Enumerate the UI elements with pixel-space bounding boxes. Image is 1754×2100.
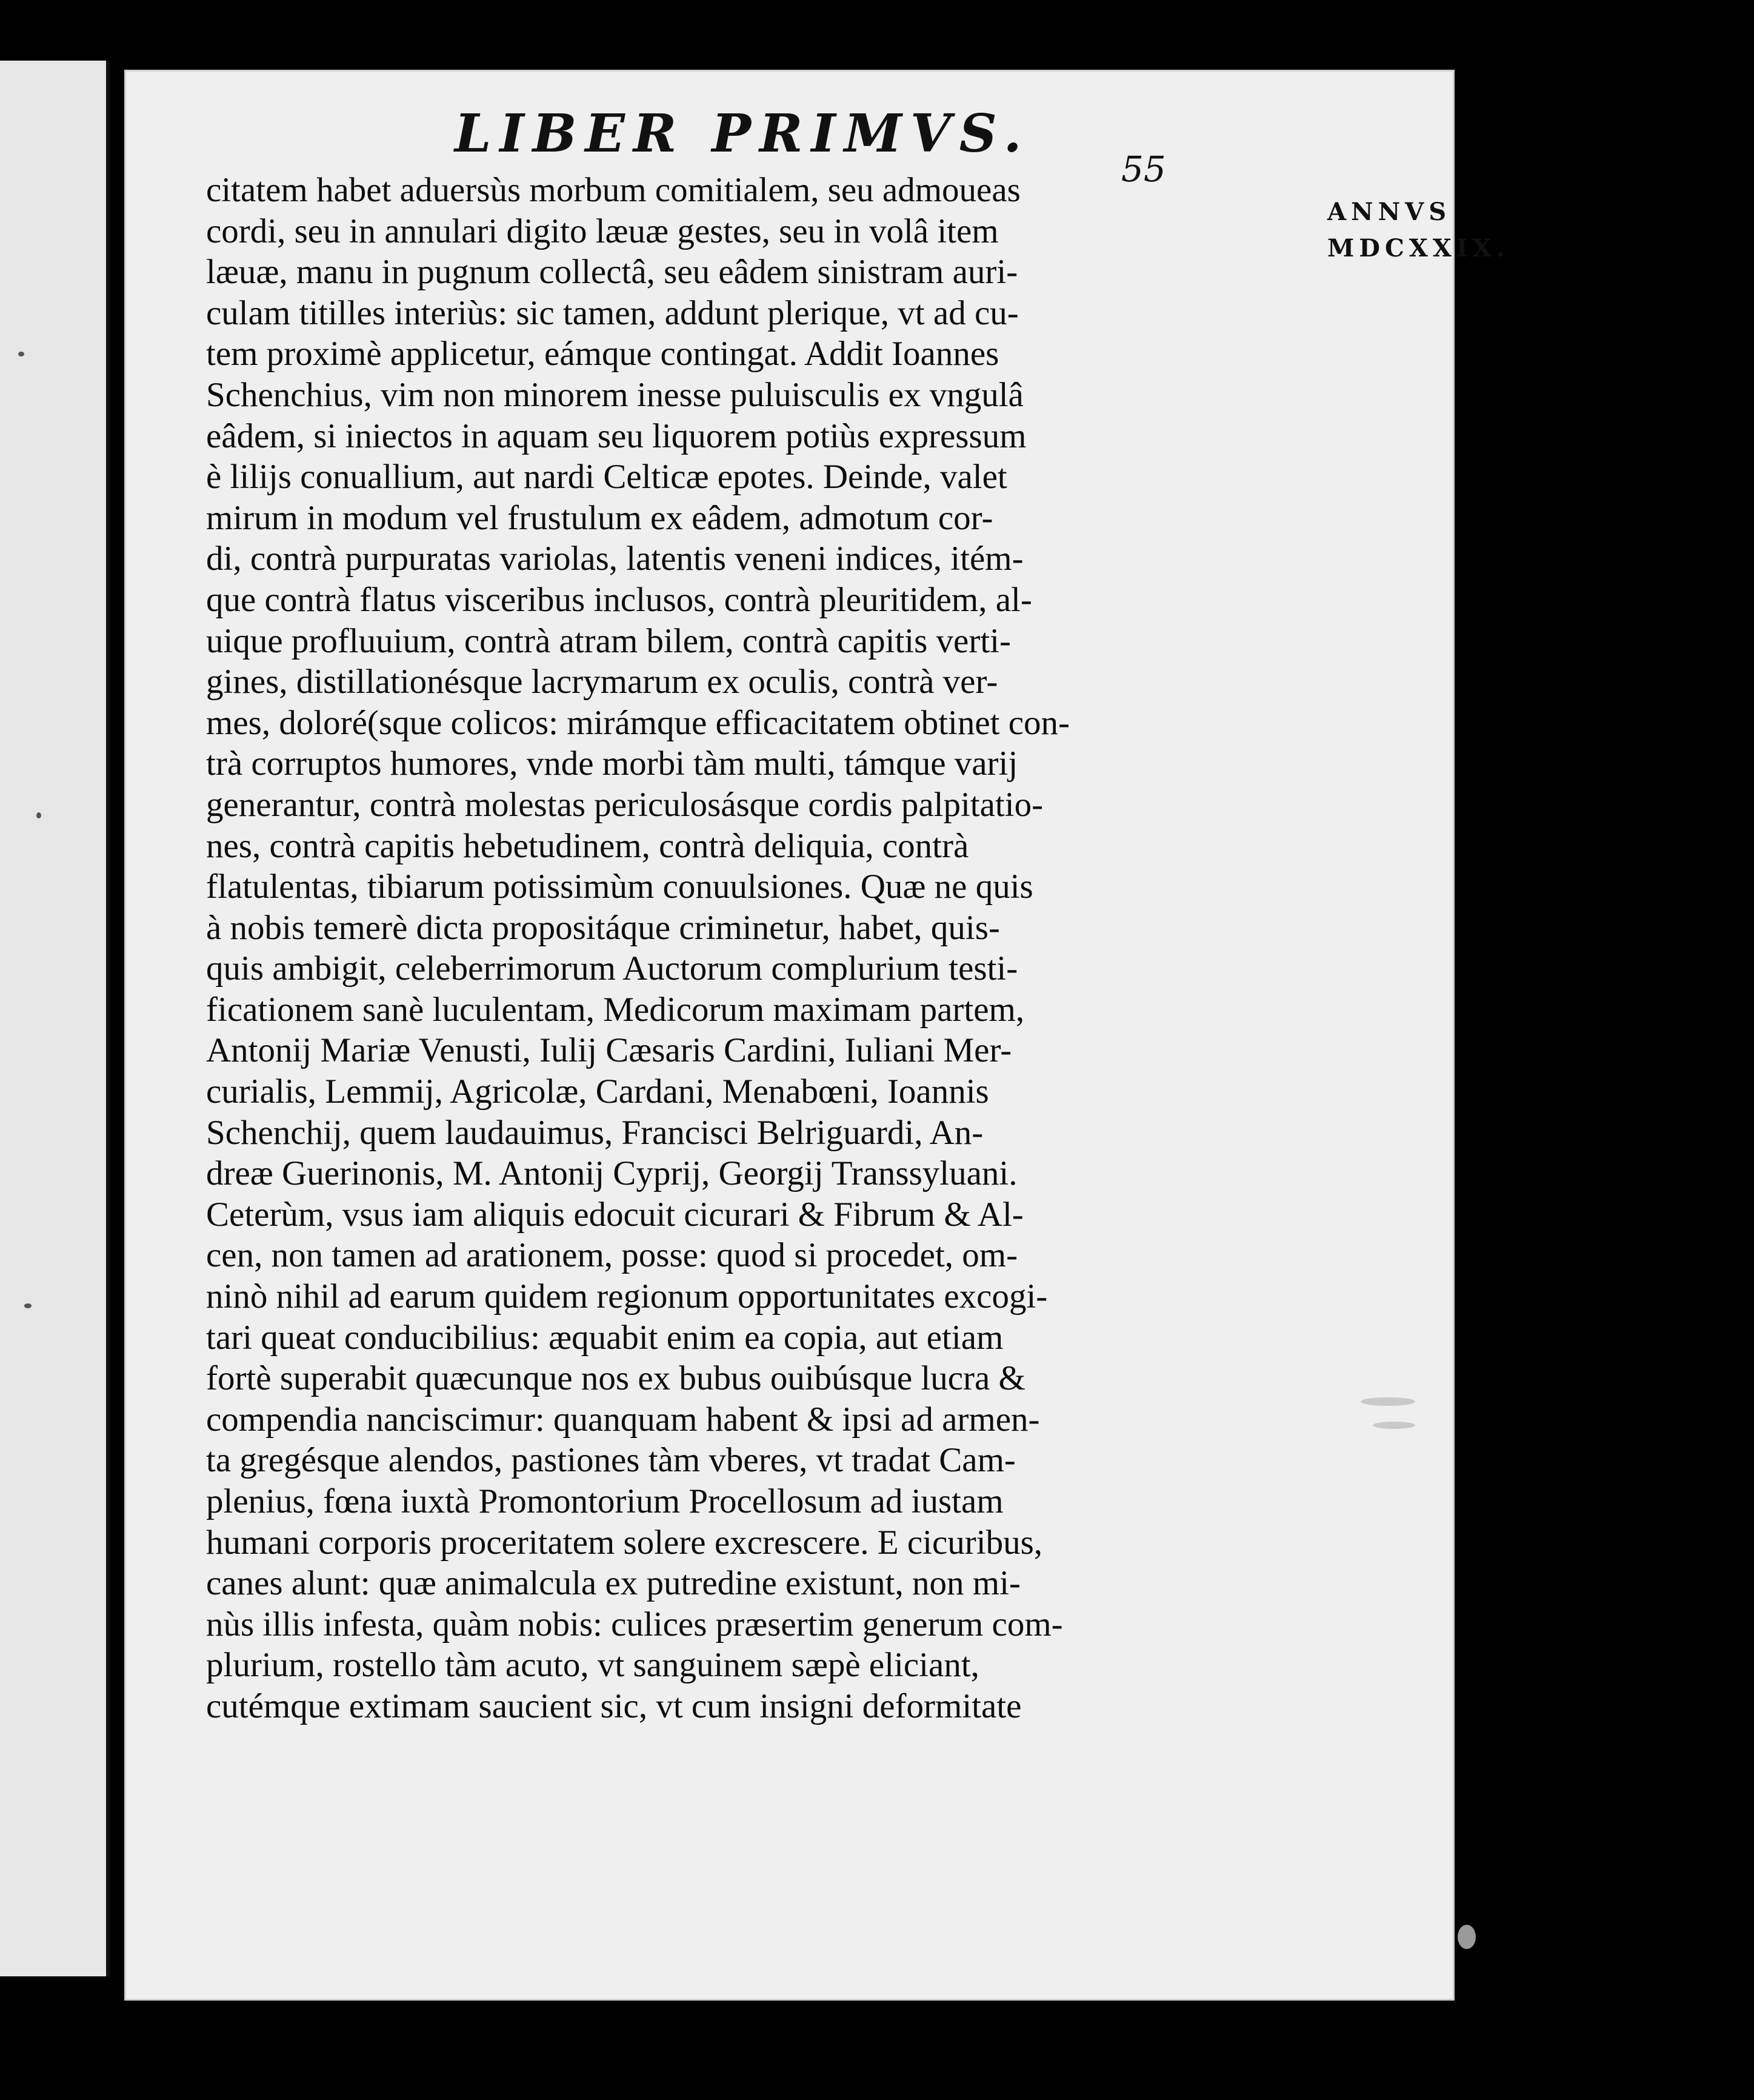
text-line: citatem habet aduersùs morbum comitialem, seu admoueas (206, 171, 1021, 209)
text-line: ninò nihil ad earum quidem regionum opportunitates excogi- (206, 1277, 1048, 1316)
text-line: generantur, contrà molestas periculosásque cordis palpitatio- (206, 785, 1044, 824)
text-line: eâdem, si iniectos in aquam seu liquorem potiùs expressum (206, 416, 1027, 455)
text-line: cordi, seu in annulari digito læuæ gestes, seu in volâ item (206, 212, 999, 250)
text-line (206, 1973, 1285, 2014)
text-line (206, 1727, 1285, 1768)
text-line (206, 1768, 1285, 1809)
text-line: Antonij Mariæ Venusti, Iulij Cæsaris Cardini, Iuliani Mer- (206, 1031, 1012, 1070)
text-line: mirum in modum vel frustulum ex eâdem, admotum cor- (206, 498, 993, 537)
text-line: nes, contrà capitis hebetudinem, contrà deliquia, contrà (206, 826, 969, 865)
text-line: quis ambigit, celeberrimorum Auctorum complurium testi- (206, 949, 1018, 988)
body-text (206, 170, 1285, 2055)
text-line (206, 1891, 1285, 1932)
text-line (206, 2014, 1285, 2055)
faint-smudge (1373, 1422, 1415, 1429)
text-line: humani corporis proceritatem solere excrescere. E cicuribus, (206, 1523, 1043, 1562)
text-line: fortè superabit quæcunque nos ex bubus ouibúsque lucra & (206, 1359, 1025, 1398)
running-title: LIBER PRIMVS. (455, 103, 1030, 164)
margin-note-year (1327, 194, 1509, 267)
text-line: di, contrà purpuratas variolas, latentis veneni indices, itém- (206, 540, 1024, 578)
text-line: læuæ, manu in pugnum collectâ, seu eâdem sinistram auri- (206, 253, 1018, 292)
text-line: plurium, rostello tàm acuto, vt sanguinem sæpè eliciant, (206, 1646, 979, 1685)
text-line: canes alunt: quæ animalcula ex putredine existunt, non mi- (206, 1564, 1021, 1603)
ink-fleck (18, 352, 24, 356)
facing-page-edge (0, 61, 110, 1976)
text-line: flatulentas, tibiarum potissimùm conuulsiones. Quæ ne quis (206, 868, 1033, 906)
ink-fleck (24, 1303, 32, 1308)
text-line: ta gregésque alendos, pastiones tàm vberes, vt tradat Cam- (206, 1441, 1016, 1480)
ink-fleck (36, 812, 41, 818)
text-line: à nobis temerè dicta propositáque criminetur, habet, quis- (206, 908, 1000, 947)
text-line: Schenchius, vim non minorem inesse puluisculis ex vngulâ (206, 375, 1024, 414)
text-line: ficationem sanè luculentam, Medicorum maximam partem, (206, 990, 1025, 1029)
text-line: tem proximè applicetur, eámque contingat. Addit Ioannes (206, 335, 999, 373)
text-line: compendia nanciscimur: quanquam habent & ipsi ad armen- (206, 1400, 1040, 1439)
text-line: trà corruptos humores, vnde morbi tàm multi, támque varij (206, 744, 1018, 783)
text-line: dreæ Guerinonis, M. Antonij Cyprij, Georgij Transsyluani. (206, 1154, 1018, 1193)
text-line: tari queat conducibilius: æquabit enim ea copia, aut etiam (206, 1318, 1004, 1357)
text-line: curialis, Lemmij, Agricolæ, Cardani, Menabœni, Ioannis (206, 1072, 989, 1111)
text-line (206, 1809, 1285, 1850)
faint-smudge (1458, 1925, 1476, 1949)
text-line: que contrà flatus visceribus inclusos, contrà pleuritidem, al- (206, 580, 1032, 619)
margin-note-line: ANNVS (1327, 198, 1452, 226)
page-number: 55 (1121, 149, 1166, 190)
text-line: mes, doloré(sque colicos: mirámque efficacitatem obtinet con- (206, 703, 1070, 742)
text-line: gines, distillationésque lacrymarum ex oculis, contrà ver- (206, 663, 998, 701)
text-line (206, 1850, 1285, 1891)
book-page (124, 70, 1510, 2001)
text-line (206, 1932, 1285, 1973)
text-line: Ceterùm, vsus iam aliquis edocuit cicurari & Fibrum & Al- (206, 1195, 1024, 1234)
text-line: plenius, fœna iuxtà Promontorium Procellosum ad iustam (206, 1482, 1004, 1520)
margin-note-line: MDCXXIX. (1327, 234, 1510, 262)
text-line: uique profluuium, contrà atram bilem, contrà capitis verti- (206, 621, 1011, 660)
text-line: è lilijs conuallium, aut nardi Celticæ epotes. Deinde, valet (206, 458, 1007, 497)
text-line: Schenchij, quem laudauimus, Francisci Belriguardi, An- (206, 1113, 984, 1152)
faint-smudge (1361, 1397, 1415, 1406)
text-line: cen, non tamen ad arationem, posse: quod si procedet, om- (206, 1236, 1018, 1275)
text-line: nùs illis infesta, quàm nobis: culices præsertim generum com- (206, 1605, 1063, 1644)
text-line: cutémque extimam saucient sic, vt cum insigni deformitate (206, 1687, 1022, 1725)
text-line: culam titilles interiùs: sic tamen, addunt plerique, vt ad cu- (206, 293, 1019, 332)
